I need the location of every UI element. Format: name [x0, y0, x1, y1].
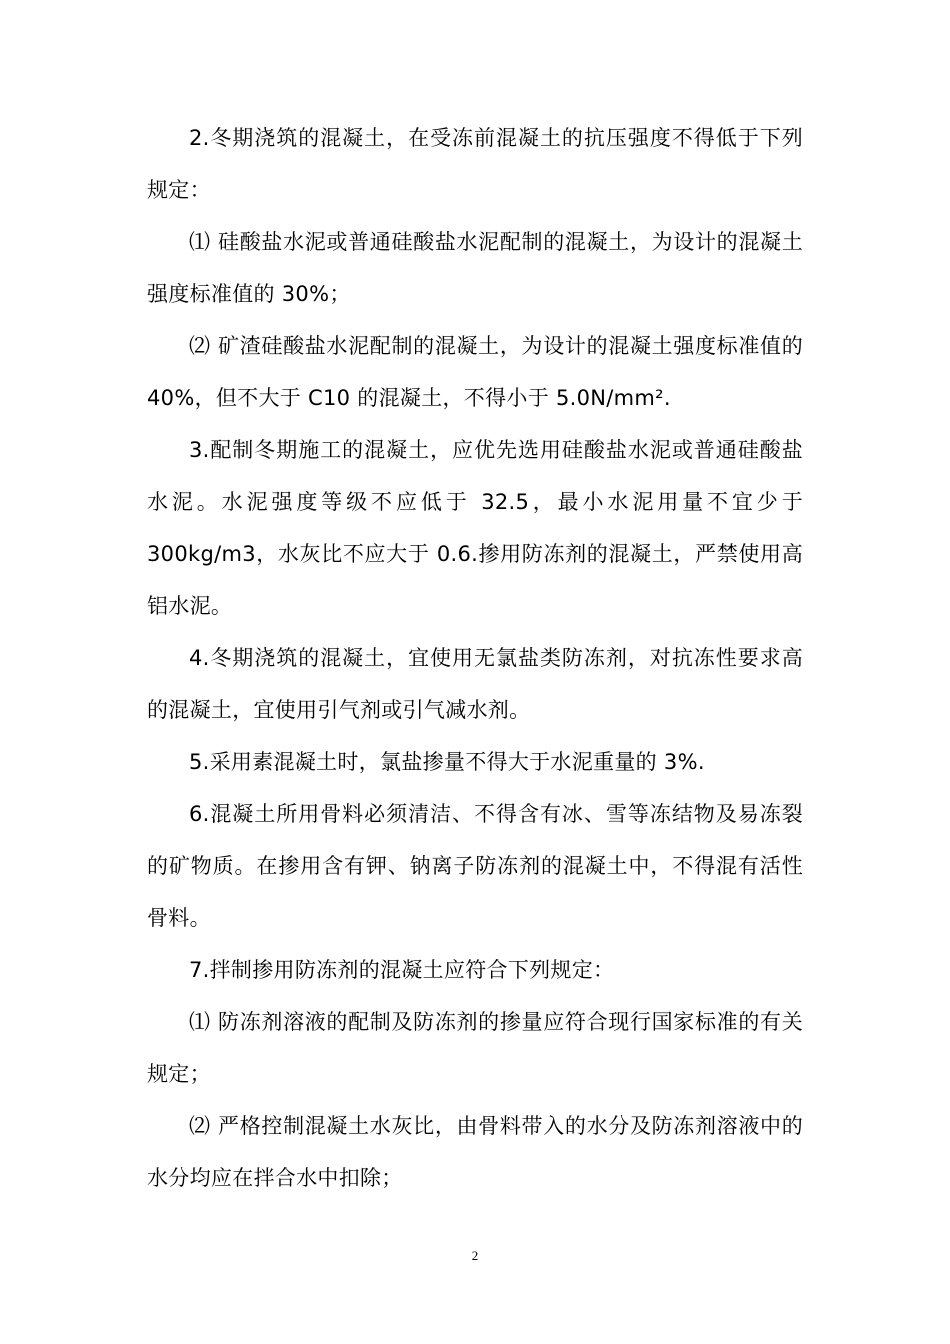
- paragraph-item-3: 3.配制冬期施工的混凝土，应优先选用硅酸盐水泥或普通硅酸盐水泥。水泥强度等级不应低于 32.5，最小水泥用量不宜少于 300kg/m3，水灰比不应大于 0.6.掺用防冻剂的混凝土，严禁使用高铝水泥。: [147, 438, 803, 618]
- paragraph-item-2-2: ⑵ 矿渣硅酸盐水泥配制的混凝土，为设计的混凝土强度标准值的 40%，但不大于 C10 的混凝土，不得小于 5.0N/mm².: [147, 334, 803, 410]
- paragraph-item-6: 6.混凝土所用骨料必须清洁、不得含有冰、雪等冻结物及易冻裂的矿物质。在掺用含有钾、钠离子防冻剂的混凝土中，不得混有活性骨料。: [147, 802, 803, 930]
- paragraph-item-5: 5.采用素混凝土时，氯盐掺量不得大于水泥重量的 3%.: [189, 750, 705, 774]
- paragraph-item-7-heading: 7.拌制掺用防冻剂的混凝土应符合下列规定：: [189, 958, 615, 982]
- body-text: [147, 112, 803, 1204]
- page-number: 2: [471, 1248, 479, 1263]
- paragraph-item-7-2: ⑵ 严格控制混凝土水灰比，由骨料带入的水分及防冻剂溶液中的水分均应在拌合水中扣除；: [147, 1114, 803, 1190]
- paragraph-item-2-heading: 2.冬期浇筑的混凝土，在受冻前混凝土的抗压强度不得低于下列规定：: [147, 126, 803, 202]
- paragraph-item-2-1: ⑴ 硅酸盐水泥或普通硅酸盐水泥配制的混凝土，为设计的混凝土强度标准值的 30%；: [147, 230, 803, 306]
- paragraph-item-7-1: ⑴ 防冻剂溶液的配制及防冻剂的掺量应符合现行国家标准的有关规定；: [147, 1010, 803, 1086]
- paragraph-item-4: 4.冬期浇筑的混凝土，宜使用无氯盐类防冻剂，对抗冻性要求高的混凝土，宜使用引气剂或引气减水剂。: [147, 646, 803, 722]
